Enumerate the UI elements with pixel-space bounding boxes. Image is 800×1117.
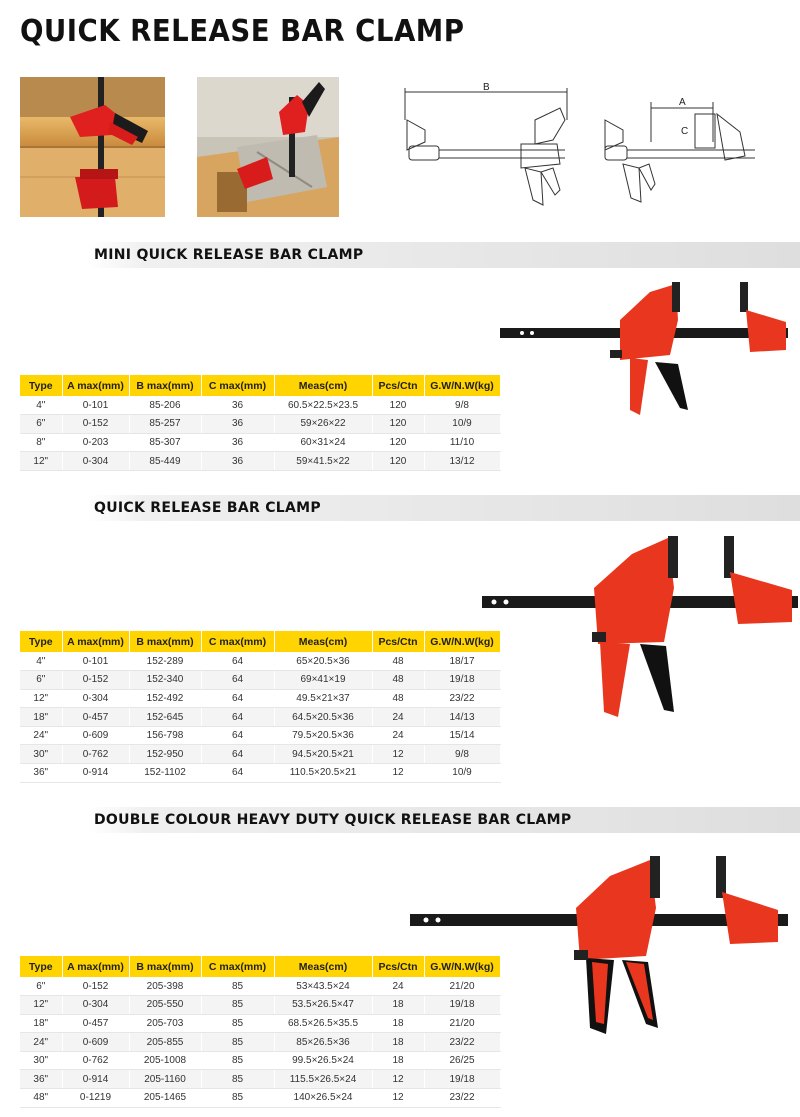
cell: 120: [372, 396, 424, 415]
label-b: B: [483, 82, 490, 93]
cell: 36": [20, 1070, 62, 1089]
cell: 53.5×26.5×47: [274, 996, 372, 1015]
cell: 6": [20, 977, 62, 996]
cell: 152-1102: [129, 764, 201, 783]
cell: 10/9: [424, 415, 500, 434]
cell: 0-609: [62, 726, 129, 745]
cell: 0-914: [62, 764, 129, 783]
cell: 64: [201, 708, 274, 727]
col-type: Type: [20, 375, 62, 396]
cell: 205-703: [129, 1014, 201, 1033]
cell: 85: [201, 1051, 274, 1070]
table-row: [20, 1051, 500, 1070]
cell: 120: [372, 452, 424, 471]
cell: 0-914: [62, 1070, 129, 1089]
cell: 85-307: [129, 433, 201, 452]
cell: 68.5×26.5×35.5: [274, 1014, 372, 1033]
table-row: [20, 433, 500, 452]
cell: 6": [20, 671, 62, 690]
cell: 30": [20, 1051, 62, 1070]
cell: 12: [372, 745, 424, 764]
col-weight: G.W/N.W(kg): [424, 631, 500, 652]
cell: 36: [201, 433, 274, 452]
cell: 205-1008: [129, 1051, 201, 1070]
col-meas: Meas(cm): [274, 956, 372, 977]
cell: 12": [20, 452, 62, 471]
table-row: [20, 689, 500, 708]
cell: 205-398: [129, 977, 201, 996]
cell: 94.5×20.5×21: [274, 745, 372, 764]
cell: 0-457: [62, 1014, 129, 1033]
col-meas: Meas(cm): [274, 375, 372, 396]
cell: 12": [20, 689, 62, 708]
cell: 99.5×26.5×24: [274, 1051, 372, 1070]
cell: 0-304: [62, 452, 129, 471]
product-photo-workbench: [20, 77, 165, 217]
cell: 152-645: [129, 708, 201, 727]
table-row: [20, 745, 500, 764]
cell: 12": [20, 996, 62, 1015]
cell: 110.5×20.5×21: [274, 764, 372, 783]
product-photo-table: [197, 77, 339, 217]
cell: 53×43.5×24: [274, 977, 372, 996]
cell: 36: [201, 396, 274, 415]
cell: 64: [201, 726, 274, 745]
cell: 23/22: [424, 1033, 500, 1052]
cell: 60.5×22.5×23.5: [274, 396, 372, 415]
cell: 64: [201, 764, 274, 783]
col-pcs-ctn: Pcs/Ctn: [372, 631, 424, 652]
cell: 24": [20, 726, 62, 745]
cell: 24": [20, 1033, 62, 1052]
table-row: [20, 1089, 500, 1108]
table-header-row: [20, 956, 500, 977]
col-b-max: B max(mm): [129, 375, 201, 396]
cell: 0-762: [62, 1051, 129, 1070]
cell: 85: [201, 996, 274, 1015]
table-row: [20, 708, 500, 727]
table-row: [20, 977, 500, 996]
cell: 36": [20, 764, 62, 783]
cell: 0-1219: [62, 1089, 129, 1108]
col-a-max: A max(mm): [62, 956, 129, 977]
cell: 85: [201, 1070, 274, 1089]
cell: 120: [372, 415, 424, 434]
table-header-row: [20, 375, 500, 396]
cell: 18: [372, 996, 424, 1015]
cell: 64: [201, 745, 274, 764]
cell: 18: [372, 1051, 424, 1070]
cell: 24: [372, 708, 424, 727]
cell: 18: [372, 1033, 424, 1052]
cell: 0-762: [62, 745, 129, 764]
cell: 0-203: [62, 433, 129, 452]
cell: 13/12: [424, 452, 500, 471]
cell: 59×26×22: [274, 415, 372, 434]
cell: 12: [372, 1070, 424, 1089]
col-weight: G.W/N.W(kg): [424, 956, 500, 977]
section-title: DOUBLE COLOUR HEAVY DUTY QUICK RELEASE BAR CLAMP: [94, 812, 572, 828]
cell: 8": [20, 433, 62, 452]
table-row: [20, 726, 500, 745]
table-row: [20, 652, 500, 671]
cell: 0-101: [62, 396, 129, 415]
table-row: [20, 415, 500, 434]
cell: 24: [372, 977, 424, 996]
spec-table-mini: [20, 375, 501, 471]
cell: 152-950: [129, 745, 201, 764]
label-a: A: [679, 97, 686, 108]
cell: 19/18: [424, 671, 500, 690]
col-a-max: A max(mm): [62, 631, 129, 652]
col-type: Type: [20, 631, 62, 652]
cell: 205-550: [129, 996, 201, 1015]
cell: 85-257: [129, 415, 201, 434]
cell: 205-855: [129, 1033, 201, 1052]
cell: 65×20.5×36: [274, 652, 372, 671]
cell: 9/8: [424, 396, 500, 415]
cell: 49.5×21×37: [274, 689, 372, 708]
cell: 85: [201, 977, 274, 996]
cell: 48": [20, 1089, 62, 1108]
cell: 152-492: [129, 689, 201, 708]
cell: 85×26.5×36: [274, 1033, 372, 1052]
cell: 69×41×19: [274, 671, 372, 690]
cell: 4": [20, 652, 62, 671]
col-pcs-ctn: Pcs/Ctn: [372, 375, 424, 396]
table-header-row: [20, 631, 500, 652]
cell: 0-304: [62, 689, 129, 708]
cell: 85: [201, 1014, 274, 1033]
mini-clamp-image: [500, 280, 790, 430]
cell: 0-152: [62, 671, 129, 690]
cell: 14/13: [424, 708, 500, 727]
section-header-heavy-duty: [88, 807, 800, 833]
col-c-max: C max(mm): [201, 631, 274, 652]
section-header-standard: [88, 495, 800, 521]
cell: 79.5×20.5×36: [274, 726, 372, 745]
cell: 21/20: [424, 1014, 500, 1033]
cell: 0-457: [62, 708, 129, 727]
cell: 0-152: [62, 415, 129, 434]
cell: 59×41.5×22: [274, 452, 372, 471]
table-row: [20, 1070, 500, 1089]
cell: 48: [372, 689, 424, 708]
cell: 10/9: [424, 764, 500, 783]
page-title: QUICK RELEASE BAR CLAMP: [20, 14, 465, 49]
cell: 11/10: [424, 433, 500, 452]
cell: 15/14: [424, 726, 500, 745]
cell: 19/18: [424, 996, 500, 1015]
col-meas: Meas(cm): [274, 631, 372, 652]
cell: 60×31×24: [274, 433, 372, 452]
cell: 48: [372, 671, 424, 690]
cell: 6": [20, 415, 62, 434]
col-c-max: C max(mm): [201, 956, 274, 977]
col-a-max: A max(mm): [62, 375, 129, 396]
clamp-dimension-diagram: [395, 80, 765, 215]
cell: 4": [20, 396, 62, 415]
col-b-max: B max(mm): [129, 956, 201, 977]
cell: 12: [372, 1089, 424, 1108]
table-row: [20, 396, 500, 415]
cell: 0-152: [62, 977, 129, 996]
cell: 120: [372, 433, 424, 452]
table-row: [20, 764, 500, 783]
cell: 85-449: [129, 452, 201, 471]
cell: 64: [201, 652, 274, 671]
cell: 85: [201, 1033, 274, 1052]
cell: 23/22: [424, 1089, 500, 1108]
label-c: C: [681, 126, 689, 137]
cell: 0-304: [62, 996, 129, 1015]
cell: 23/22: [424, 689, 500, 708]
cell: 115.5×26.5×24: [274, 1070, 372, 1089]
cell: 205-1160: [129, 1070, 201, 1089]
section-title: QUICK RELEASE BAR CLAMP: [94, 500, 321, 516]
col-pcs-ctn: Pcs/Ctn: [372, 956, 424, 977]
spec-table-standard: [20, 631, 501, 783]
col-type: Type: [20, 956, 62, 977]
cell: 205-1465: [129, 1089, 201, 1108]
cell: 36: [201, 415, 274, 434]
cell: 152-340: [129, 671, 201, 690]
cell: 24: [372, 726, 424, 745]
cell: 18": [20, 1014, 62, 1033]
table-row: [20, 996, 500, 1015]
table-row: [20, 1033, 500, 1052]
cell: 21/20: [424, 977, 500, 996]
col-b-max: B max(mm): [129, 631, 201, 652]
cell: 30": [20, 745, 62, 764]
table-row: [20, 671, 500, 690]
cell: 85: [201, 1089, 274, 1108]
spec-table-heavy-duty: [20, 956, 501, 1108]
section-header-mini: [88, 242, 800, 268]
cell: 12: [372, 764, 424, 783]
col-c-max: C max(mm): [201, 375, 274, 396]
cell: 64: [201, 671, 274, 690]
cell: 9/8: [424, 745, 500, 764]
section-title: MINI QUICK RELEASE BAR CLAMP: [94, 247, 364, 263]
cell: 64.5×20.5×36: [274, 708, 372, 727]
cell: 0-609: [62, 1033, 129, 1052]
cell: 18: [372, 1014, 424, 1033]
table-row: [20, 452, 500, 471]
cell: 0-101: [62, 652, 129, 671]
cell: 48: [372, 652, 424, 671]
cell: 18": [20, 708, 62, 727]
standard-clamp-image: [482, 532, 800, 727]
cell: 64: [201, 689, 274, 708]
cell: 85-206: [129, 396, 201, 415]
cell: 156-798: [129, 726, 201, 745]
cell: 140×26.5×24: [274, 1089, 372, 1108]
table-row: [20, 1014, 500, 1033]
cell: 18/17: [424, 652, 500, 671]
cell: 26/25: [424, 1051, 500, 1070]
cell: 36: [201, 452, 274, 471]
cell: 19/18: [424, 1070, 500, 1089]
col-weight: G.W/N.W(kg): [424, 375, 500, 396]
cell: 152-289: [129, 652, 201, 671]
